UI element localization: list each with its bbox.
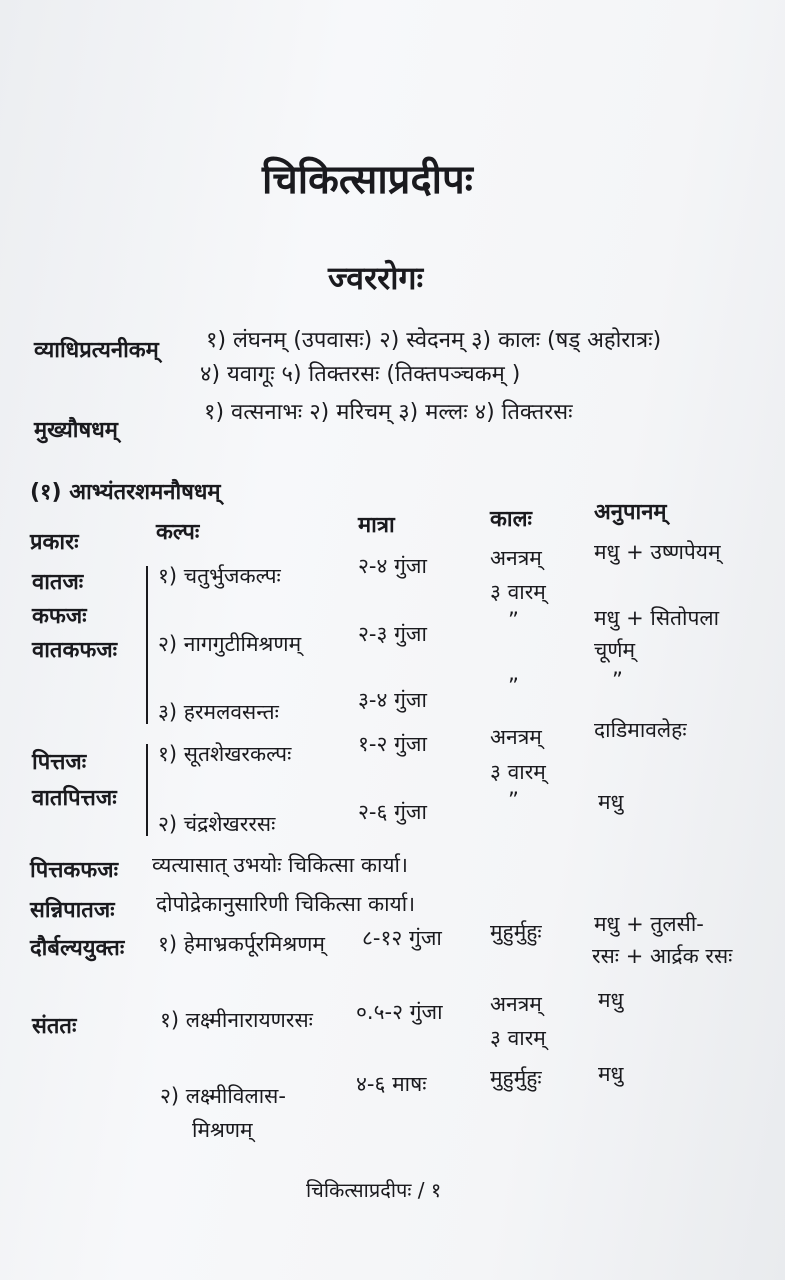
type-vatapittaja: वातपित्तजः <box>32 786 117 811</box>
group1-brace <box>146 566 148 724</box>
daurbalya-kalpa: १) हेमाभ्रकर्पूरमिश्रणम् <box>158 932 325 956</box>
g1-kalpa-1: १) चतुर्भुजकल्पः <box>158 564 281 588</box>
g2-kalpa-1: १) सूतशेखरकल्पः <box>158 742 292 766</box>
santata-kalpa-1: १) लक्ष्मीनारायणरसः <box>160 1008 313 1032</box>
header-kalpa: कल्पः <box>156 520 200 545</box>
type-kaphaja: कफजः <box>32 604 87 629</box>
santata-kalpa-2a: २) लक्ष्मीविलास- <box>160 1084 286 1108</box>
daurbalya-label: दौर्बल्ययुक्तः <box>30 936 125 961</box>
g1-kalpa-3: ३) हरमलवसन्तः <box>158 700 279 724</box>
subsection-heading: (१) आभ्यंतरशमनौषधम् <box>30 480 221 505</box>
g2-kalpa-2: २) चंद्रशेखररसः <box>158 812 276 836</box>
vyadhi-line-2: ४) यवागूः ५) तिक्तरसः (तिक्तपञ्चकम् ) <box>200 362 521 387</box>
g1-kala-1a: अनत्रम् <box>490 546 542 570</box>
g2-matra-1: १-२ गुंजा <box>358 732 427 756</box>
santata-matra-2: ४-६ माषः <box>356 1072 427 1096</box>
page-footer: चिकित्साप्रदीपः / १ <box>306 1178 442 1202</box>
sannipata-text: दोपोद्रेकानुसारिणी चिकित्सा कार्या। <box>156 892 416 916</box>
group2-brace <box>146 744 148 836</box>
santata-kalpa-2b: मिश्रणम् <box>192 1118 253 1142</box>
header-anupana: अनुपानम् <box>594 500 667 525</box>
g1-kala-3: ” <box>508 674 519 698</box>
page-title: चिकित्साप्रदीपः <box>262 157 473 203</box>
mukhya-line: १) वत्सनाभः २) मरिचम् ३) मल्लः ४) तिक्तरसः <box>204 400 573 425</box>
santata-matra-1: ०.५-२ गुंजा <box>356 1000 443 1024</box>
type-vatakaphaja: वातकफजः <box>32 638 118 663</box>
g1-matra-2: २-३ गुंजा <box>358 622 427 646</box>
pittakapha-text: व्यत्यासात् उभयोः चिकित्सा कार्या। <box>152 853 408 877</box>
santata-kala-2: मुहुर्मुहुः <box>490 1066 542 1090</box>
santata-kala-1a: अनत्रम् <box>490 992 542 1016</box>
g2-anupana-1: दाडिमावलेहः <box>594 718 687 742</box>
section-title: ज्वररोगः <box>328 259 424 297</box>
g2-anupana-2: मधु <box>598 790 624 814</box>
type-pittaja: पित्तजः <box>32 750 87 775</box>
daurbalya-anupana-1: मधु + तुलसी- <box>594 912 704 936</box>
g1-anupana-2c: ” <box>612 668 623 692</box>
g1-anupana-2a: मधु + सितोपला <box>594 606 720 630</box>
header-matra: मात्रा <box>358 513 395 538</box>
g1-anupana-2b: चूर्णम् <box>594 638 636 662</box>
g1-matra-3: ३-४ गुंजा <box>358 688 427 712</box>
g2-kala-1b: ३ वारम् <box>490 760 546 784</box>
vyadhi-label: व्याधिप्रत्यनीकम् <box>34 338 159 363</box>
santata-kala-1b: ३ वारम् <box>490 1026 546 1050</box>
santata-label: संततः <box>32 1014 77 1039</box>
daurbalya-matra: ८-१२ गुंजा <box>362 926 442 950</box>
header-kala: कालः <box>490 507 532 532</box>
g1-anupana-1: मधु + उष्णपेयम् <box>594 540 721 564</box>
daurbalya-kala: मुहुर्मुहुः <box>490 920 542 944</box>
pittakapha-label: पित्तकफजः <box>30 858 119 883</box>
g1-kala-2: ” <box>508 608 519 632</box>
daurbalya-anupana-2: रसः + आर्द्रक रसः <box>592 944 733 968</box>
santata-anupana-2: मधु <box>598 1062 624 1086</box>
g1-kalpa-2: २) नागगुटीमिश्रणम् <box>158 632 302 656</box>
mukhya-label: मुख्यौषधम् <box>34 418 118 443</box>
g1-matra-1: २-४ गुंजा <box>358 554 427 578</box>
g2-kala-2: ” <box>508 788 519 812</box>
sannipata-label: सन्निपातजः <box>30 898 115 923</box>
header-prakar: प्रकारः <box>30 530 79 555</box>
vyadhi-line-1: १) लंघनम् (उपवासः) २) स्वेदनम् ३) कालः (षड् अहोरात्रः) <box>206 328 662 353</box>
g2-matra-2: २-६ गुंजा <box>358 800 427 824</box>
type-vataja: वातजः <box>32 570 84 595</box>
g2-kala-1a: अनत्रम् <box>490 725 542 749</box>
santata-anupana-1: मधु <box>598 988 624 1012</box>
g1-kala-1b: ३ वारम् <box>490 580 546 604</box>
